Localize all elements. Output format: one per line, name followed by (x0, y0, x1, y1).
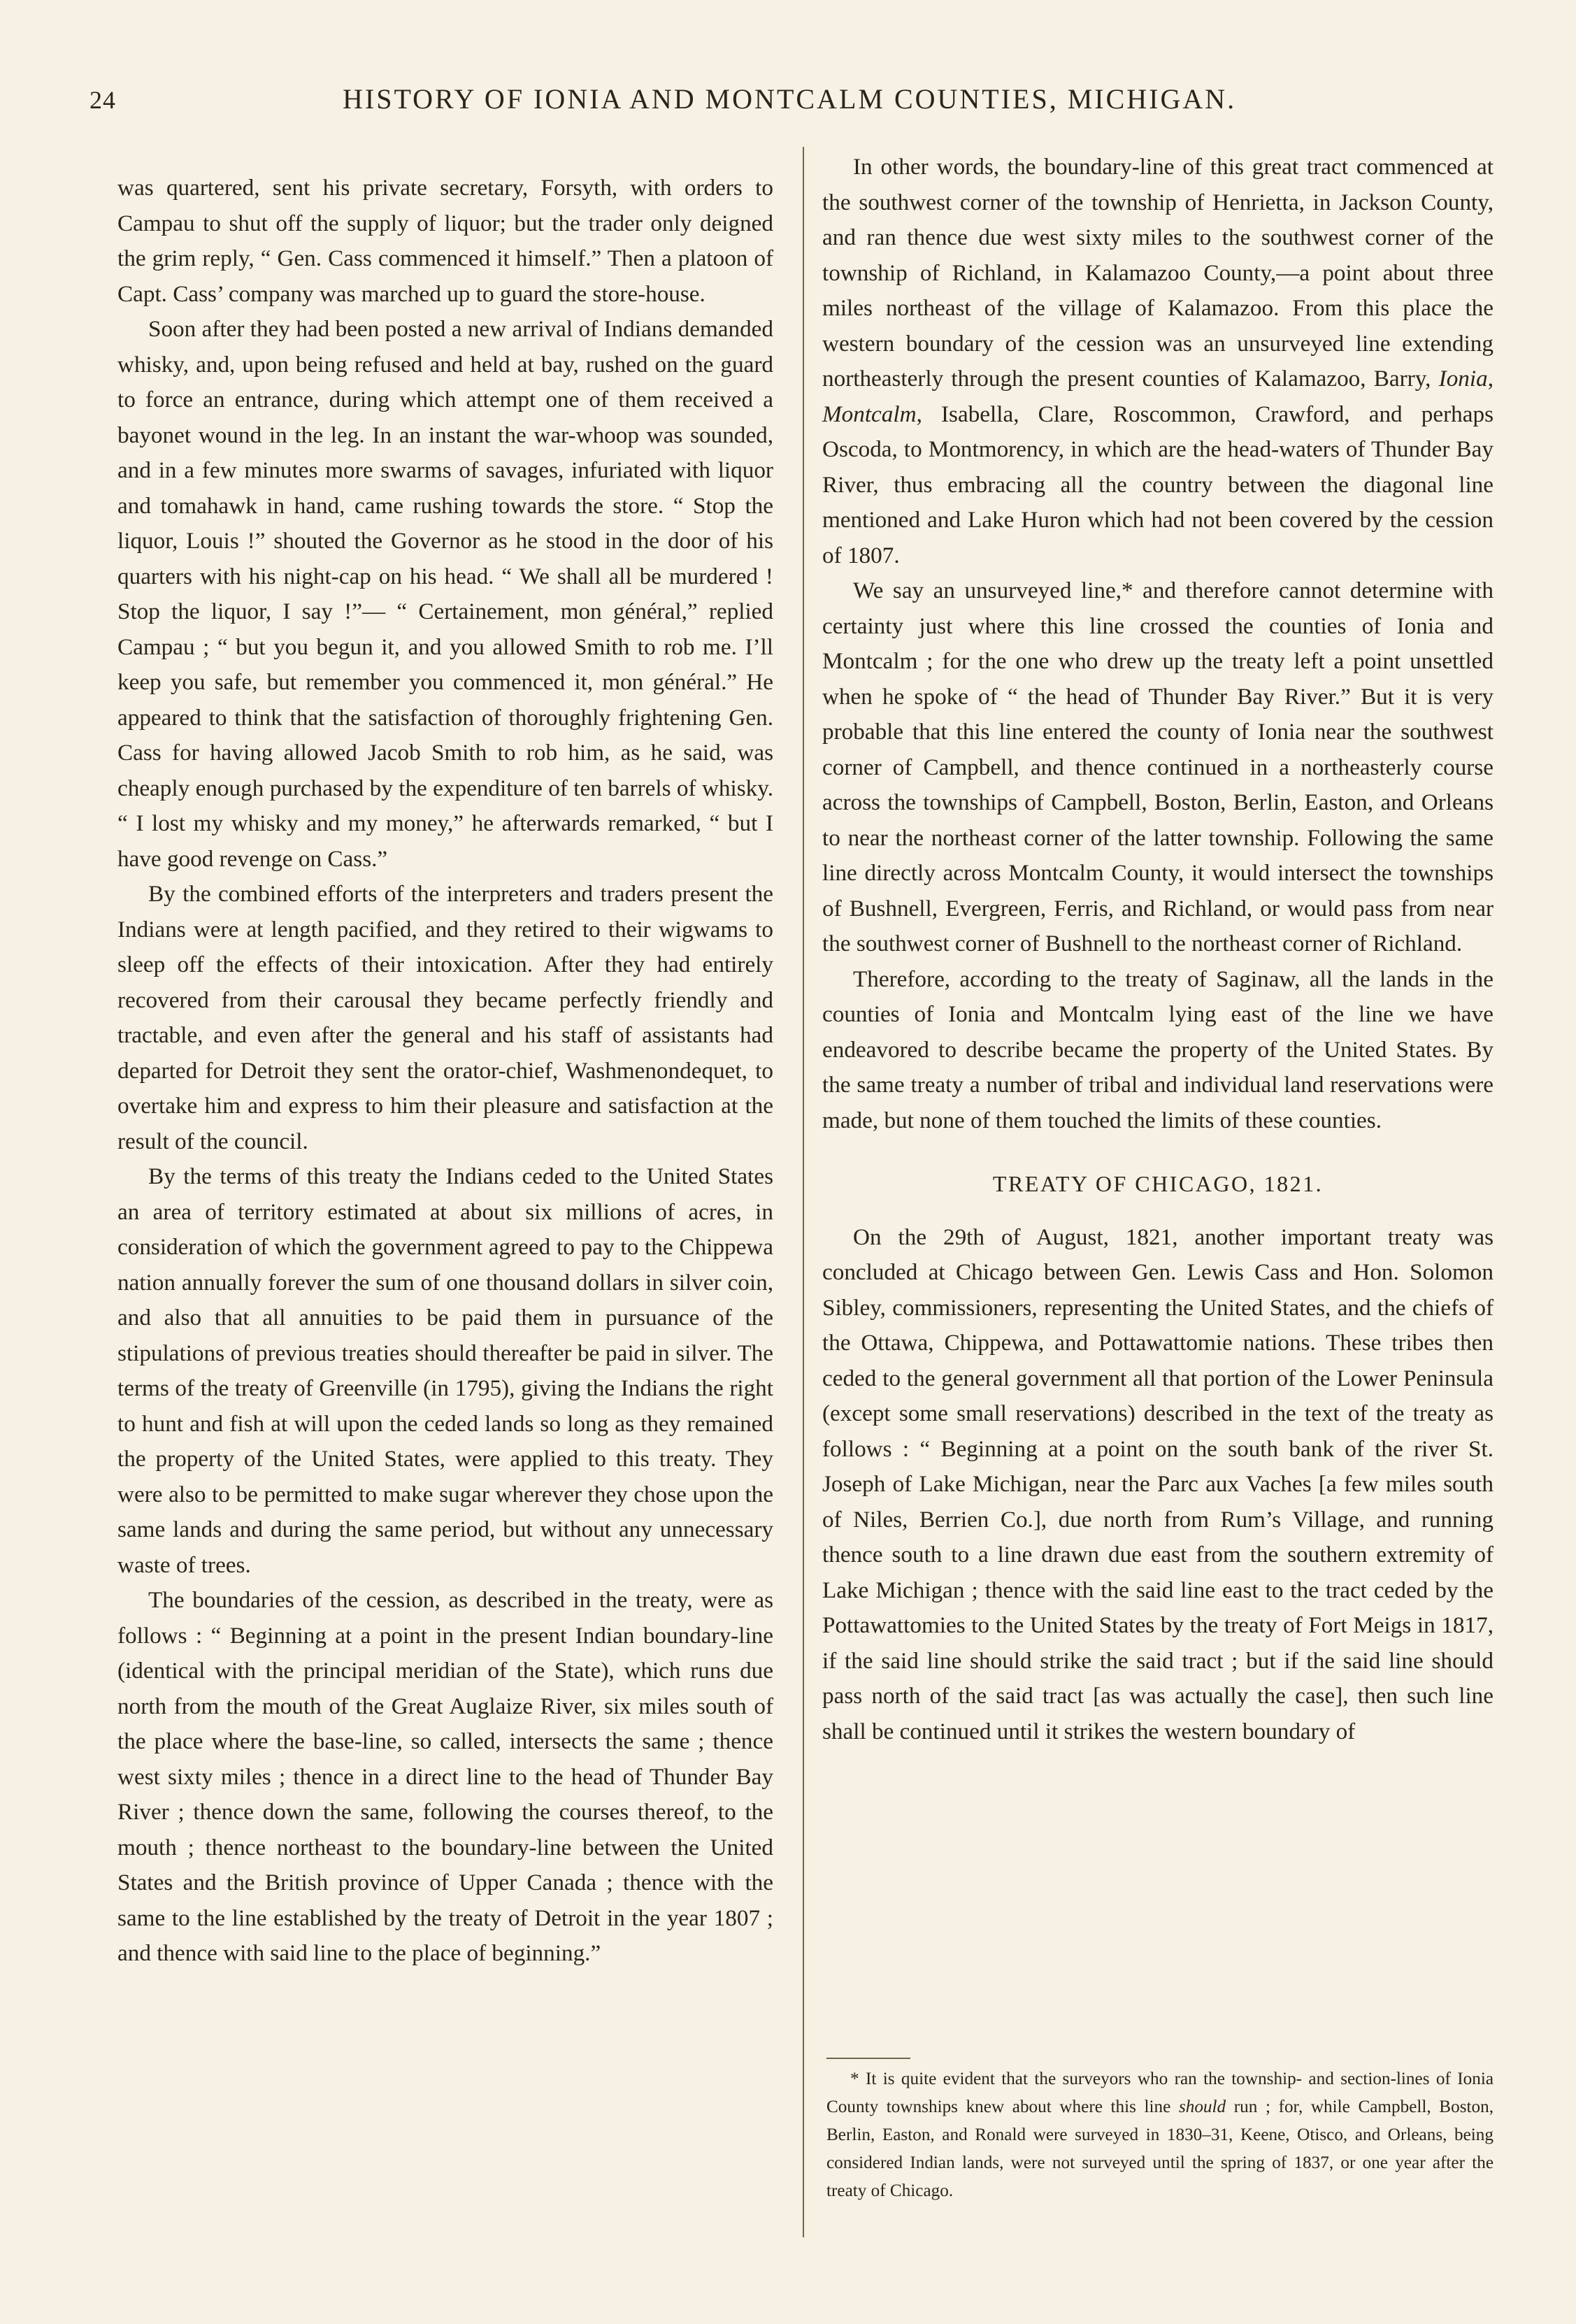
right-paragraph-4: On the 29th of August, 1821, another important treaty was concluded at Chicago between Gen. Lewis Cass and Hon. Solomon Sibley, commissioners, representing the United States, and the chiefs of the Ottawa, Chippewa, and Pottawattomie nations. These tribes then ceded to the general government all that portion of the Lower Peninsula (except some small reservations) described in the text of the treaty as follows : “ Beginning at a point on the south bank of the river St. Joseph of Lake Michigan, near the Parc aux Vaches [a few miles south of Niles, Berrien Co.], due north from Rum’s Village, and running thence south to a line drawn due east from the southern extremity of Lake Michigan ; thence with the said line east to the tract ceded by the Pottawattomies to the United States by the treaty of Fort Meigs in 1817, if the said line should strike the said tract ; but if the said line should pass north of the said tract [as was actually the case], then such line shall be continued until it strikes the western boundary of (822, 1224, 1493, 1744)
page-number: 24 (89, 86, 116, 114)
right-column (822, 150, 1493, 1749)
right-paragraph-1 (822, 150, 1493, 573)
footnote-text-a: * It is quite evident that the surveyors who ran the township- and section-lines of Ionia County townships knew about where this line (826, 2070, 1493, 2116)
left-column (117, 171, 773, 1972)
column-divider (803, 147, 804, 2237)
italic-ionia: Ionia (1438, 366, 1488, 392)
running-head: HISTORY OF IONIA AND MONTCALM COUNTIES, MICHIGAN. (343, 83, 1237, 115)
footnote-text (826, 2065, 1493, 2205)
footnote-text-b: run ; for, while Campbell, Boston, Berlin, Easton, and Ronald were surveyed in 1830–31, Keene, Otisco, and Orleans, being considered Indian lands, were not surveyed until the spring of 1837, or one year after the treaty of Chicago. (826, 2097, 1493, 2200)
right-paragraph-1-text-c: , Isabella, Clare, Roscommon, Crawford, and perhaps Oscoda, to Montmorency, in which are the head-waters of Thunder Bay River, thus embracing all the country between the diagonal line mentioned and Lake Huron which had not been covered by the cession of 1807. (822, 401, 1493, 568)
right-paragraph-3: Therefore, according to the treaty of Saginaw, all the lands in the counties of Ionia and Montcalm lying east of the line we have endeavored to describe became the property of the United States. By the same treaty a number of tribal and individual land reservations were made, but none of them touched the limits of these counties. (822, 966, 1493, 1133)
section-heading: TREATY OF CHICAGO, 1821. (992, 1171, 1324, 1196)
right-paragraph-1-text-a: In other words, the boundary-line of this great tract commenced at the southwest corner of the township of Henrietta, in Jackson County, and ran thence due west sixty miles to the southwest corner of the township of Richland, in Kalamazoo County,—a point about three miles northeast of the village of Kalamazoo. From this place the western boundary of the cession was an unsurveyed line extending northeasterly through the present counties of Kalamazoo, Barry, (822, 154, 1493, 392)
footnote (826, 2065, 1493, 2205)
footnote-italic-should: should (1178, 2097, 1226, 2116)
left-paragraph-4: By the terms of this treaty the Indians ceded to the United States an area of territory estimated at about six millions of acres, in consideration of which the government agreed to pay to the Chippewa nation annually forever the sum of one thousand dollars in silver coin, and also that all annuities to be paid them in pursuance of the stipulations of previous treaties should thereafter be paid in silver. The terms of the treaty of Greenville (in 1795), giving the Indians the right to hunt and fish at will upon the ceded lands so long as they remained the property of the United States, were applied to this treaty. They were also to be permitted to make sugar wherever they chose upon the same lands and during the same period, but without any unnecessary waste of trees. (117, 1163, 773, 1578)
left-paragraph-5: The boundaries of the cession, as described in the treaty, were as follows : “ Beginning at a point in the present Indian boundary-line (identical with the principal meridian of the State), which runs due north from the mouth of the Great Auglaize River, six miles south of the place where the base-line, so called, intersects the same ; thence west sixty miles ; thence in a direct line to the head of Thunder Bay River ; thence down the same, following the courses thereof, to the mouth ; thence northeast to the boundary-line between the United States and the British province of Upper Canada ; thence with the same to the line established by the treaty of Detroit in the year 1807 ; and thence with said line to the place of beginning.” (117, 1587, 773, 1966)
footnote-rule (826, 2058, 910, 2059)
left-paragraph-3: By the combined efforts of the interpreters and traders present the Indians were at length pacified, and they retired to their wigwams to sleep off the effects of their intoxication. After they had entirely recovered from their carousal they became perfectly friendly and tractable, and even after the general and his staff of assistants had departed for Detroit they sent the orator-chief, Washmenondequet, to overtake him and express to him their pleasure and satisfaction at the result of the council. (117, 881, 773, 1154)
right-paragraph-2: We say an unsurveyed line,* and therefore cannot determine with certainty just where this line crossed the counties of Ionia and Montcalm ; for the one who drew up the treaty left a point unsettled when he spoke of “ the head of Thunder Bay River.” But it is very probable that this line entered the county of Ionia near the southwest corner of Campbell, and thence continued in a northeasterly course across the townships of Campbell, Boston, Berlin, Easton, and Orleans to near the northeast corner of the latter township. Following the same line directly across Montcalm County, it would intersect the townships of Bushnell, Evergreen, Ferris, and Richland, or would pass from near the southwest corner of Bushnell to the northeast corner of Richland. (822, 578, 1493, 956)
italic-montcalm: Montcalm (822, 401, 917, 427)
left-paragraph-1: was quartered, sent his private secretary, Forsyth, with orders to Campau to shut off the supply of liquor; but the trader only deigned the grim reply, “ Gen. Cass commenced it himself.” Then a platoon of Capt. Cass’ company was marched up to guard the store-house. (117, 175, 773, 307)
right-paragraph-1-text-b: , (1487, 366, 1493, 392)
left-paragraph-2: Soon after they had been posted a new arrival of Indians demanded whisky, and, upon being refused and held at bay, rushed on the guard to force an entrance, during which attempt one of them received a bayonet wound in the leg. In an instant the war-whoop was sounded, and in a few minutes more swarms of savages, infuriated with liquor and tomahawk in hand, came rushing towards the store. “ Stop the liquor, Louis !” shouted the Governor as he stood in the door of his quarters with his night-cap on his head. “ We shall all be murdered ! Stop the liquor, I say !”— “ Certainement, mon général,” replied Campau ; “ but you begun it, and you allowed Smith to rob me. I’ll keep you safe, but remember you commenced it, mon général.” He appeared to think that the satisfaction of thoroughly frightening Gen. Cass for having allowed Jacob Smith to rob him, as he said, was cheaply enough purchased by the expenditure of ten barrels of whisky. “ I lost my whisky and my money,” he afterwards remarked, “ but I have good revenge on Cass.” (117, 316, 773, 872)
